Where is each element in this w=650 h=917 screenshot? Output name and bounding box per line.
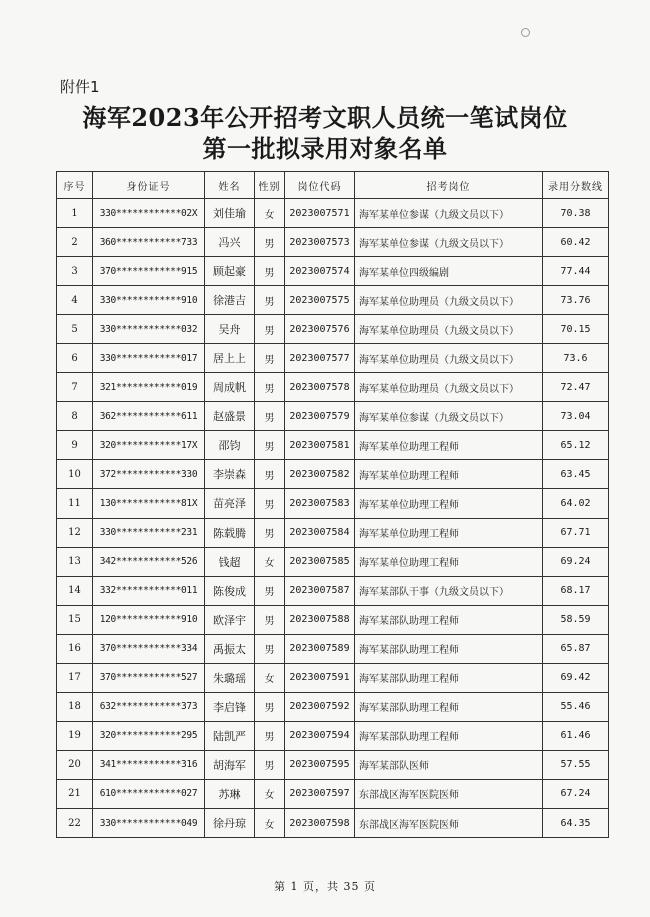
document-subtitle: 第一批拟录用对象名单 — [202, 134, 448, 163]
cell-name: 李启锋 — [205, 692, 255, 721]
table-row — [57, 489, 609, 518]
cell-code: 2023007576 — [285, 315, 355, 344]
cell-post: 东部战区海军医院医师 — [355, 779, 543, 808]
cell-id: 330************231 — [93, 518, 205, 547]
cell-gender: 男 — [255, 518, 285, 547]
table-row — [57, 402, 609, 431]
cell-score: 65.87 — [543, 634, 609, 663]
cell-number: 7 — [57, 373, 93, 402]
cell-gender: 男 — [255, 228, 285, 257]
cell-id: 342************526 — [93, 547, 205, 576]
cell-post: 海军某单位四级编剧 — [355, 257, 543, 286]
cell-gender: 男 — [255, 402, 285, 431]
cell-code: 2023007575 — [285, 286, 355, 315]
cell-gender: 男 — [255, 605, 285, 634]
cell-number: 2 — [57, 228, 93, 257]
cell-code: 2023007595 — [285, 750, 355, 779]
col-header-id: 身份证号 — [93, 172, 205, 199]
cell-post: 海军某单位助理工程师 — [355, 460, 543, 489]
cell-number: 5 — [57, 315, 93, 344]
cell-number: 13 — [57, 547, 93, 576]
cell-code: 2023007581 — [285, 431, 355, 460]
cell-name: 邵钧 — [205, 431, 255, 460]
table-row — [57, 518, 609, 547]
cell-gender: 男 — [255, 634, 285, 663]
cell-id: 372************330 — [93, 460, 205, 489]
cell-code: 2023007571 — [285, 199, 355, 228]
cell-code: 2023007589 — [285, 634, 355, 663]
cell-number: 12 — [57, 518, 93, 547]
cell-name: 吴舟 — [205, 315, 255, 344]
cell-score: 69.42 — [543, 663, 609, 692]
cell-score: 55.46 — [543, 692, 609, 721]
cell-score: 77.44 — [543, 257, 609, 286]
cell-code: 2023007579 — [285, 402, 355, 431]
table-row — [57, 634, 609, 663]
cell-id: 320************17X — [93, 431, 205, 460]
cell-code: 2023007587 — [285, 576, 355, 605]
table-row — [57, 199, 609, 228]
cell-number: 19 — [57, 721, 93, 750]
cell-number: 8 — [57, 402, 93, 431]
cell-id: 321************019 — [93, 373, 205, 402]
cell-gender: 男 — [255, 750, 285, 779]
cell-name: 钱超 — [205, 547, 255, 576]
cell-code: 2023007582 — [285, 460, 355, 489]
cell-code: 2023007577 — [285, 344, 355, 373]
cell-post: 海军某部队干事（九级文员以下） — [355, 576, 543, 605]
cell-number: 1 — [57, 199, 93, 228]
cell-score: 68.17 — [543, 576, 609, 605]
cell-id: 330************910 — [93, 286, 205, 315]
cell-post: 海军某单位助理工程师 — [355, 518, 543, 547]
cell-number: 17 — [57, 663, 93, 692]
candidate-table — [56, 171, 609, 838]
cell-score: 64.02 — [543, 489, 609, 518]
cell-score: 73.6 — [543, 344, 609, 373]
cell-gender: 男 — [255, 721, 285, 750]
col-header-gender: 性别 — [255, 172, 285, 199]
table-row — [57, 228, 609, 257]
col-header-post: 招考岗位 — [355, 172, 543, 199]
cell-gender: 女 — [255, 547, 285, 576]
cell-post: 海军某单位助理员（九级文员以下） — [355, 344, 543, 373]
cell-name: 陆凯严 — [205, 721, 255, 750]
cell-id: 330************049 — [93, 808, 205, 837]
col-header-score: 录用分数线 — [543, 172, 609, 199]
col-header-name: 姓名 — [205, 172, 255, 199]
cell-post: 海军某部队助理工程师 — [355, 605, 543, 634]
cell-id: 370************334 — [93, 634, 205, 663]
cell-number: 18 — [57, 692, 93, 721]
cell-score: 69.24 — [543, 547, 609, 576]
cell-post: 海军某部队助理工程师 — [355, 663, 543, 692]
cell-post: 海军某单位参谋（九级文员以下） — [355, 199, 543, 228]
cell-number: 10 — [57, 460, 93, 489]
cell-id: 330************02X — [93, 199, 205, 228]
cell-post: 海军某部队助理工程师 — [355, 721, 543, 750]
cell-number: 11 — [57, 489, 93, 518]
cell-number: 6 — [57, 344, 93, 373]
table-row — [57, 547, 609, 576]
cell-score: 58.59 — [543, 605, 609, 634]
cell-name: 禹振太 — [205, 634, 255, 663]
cell-score: 70.38 — [543, 199, 609, 228]
cell-score: 70.15 — [543, 315, 609, 344]
cell-post: 海军某部队医师 — [355, 750, 543, 779]
cell-score: 63.45 — [543, 460, 609, 489]
table-row — [57, 721, 609, 750]
cell-code: 2023007588 — [285, 605, 355, 634]
cell-post: 海军某部队助理工程师 — [355, 634, 543, 663]
cell-gender: 男 — [255, 344, 285, 373]
cell-code: 2023007574 — [285, 257, 355, 286]
cell-gender: 男 — [255, 460, 285, 489]
cell-gender: 女 — [255, 779, 285, 808]
cell-number: 3 — [57, 257, 93, 286]
cell-gender: 男 — [255, 576, 285, 605]
cell-gender: 男 — [255, 257, 285, 286]
cell-code: 2023007597 — [285, 779, 355, 808]
cell-name: 徐丹琼 — [205, 808, 255, 837]
table-row — [57, 692, 609, 721]
cell-post: 海军某单位助理工程师 — [355, 547, 543, 576]
cell-name: 李崇森 — [205, 460, 255, 489]
cell-post: 海军某部队助理工程师 — [355, 692, 543, 721]
cell-post: 海军某单位参谋（九级文员以下） — [355, 402, 543, 431]
cell-post: 海军某单位助理员（九级文员以下） — [355, 315, 543, 344]
cell-score: 73.04 — [543, 402, 609, 431]
cell-id: 341************316 — [93, 750, 205, 779]
cell-number: 21 — [57, 779, 93, 808]
cell-id: 130************81X — [93, 489, 205, 518]
cell-score: 67.71 — [543, 518, 609, 547]
cell-code: 2023007584 — [285, 518, 355, 547]
cell-code: 2023007578 — [285, 373, 355, 402]
cell-gender: 女 — [255, 808, 285, 837]
cell-gender: 男 — [255, 489, 285, 518]
cell-id: 370************915 — [93, 257, 205, 286]
cell-number: 20 — [57, 750, 93, 779]
cell-post: 海军某单位助理员（九级文员以下） — [355, 373, 543, 402]
cell-number: 15 — [57, 605, 93, 634]
table-row — [57, 808, 609, 837]
cell-name: 刘佳瑜 — [205, 199, 255, 228]
table-row — [57, 750, 609, 779]
cell-number: 16 — [57, 634, 93, 663]
cell-id: 370************527 — [93, 663, 205, 692]
cell-code: 2023007592 — [285, 692, 355, 721]
col-header-code: 岗位代码 — [285, 172, 355, 199]
cell-score: 65.12 — [543, 431, 609, 460]
cell-name: 顾起豪 — [205, 257, 255, 286]
cell-score: 73.76 — [543, 286, 609, 315]
cell-name: 苗亮泽 — [205, 489, 255, 518]
cell-number: 9 — [57, 431, 93, 460]
corner-mark — [521, 28, 530, 37]
document-title: 海军2023年公开招考文职人员统一笔试岗位 — [82, 103, 568, 132]
table-header-row — [57, 172, 609, 199]
cell-score: 60.42 — [543, 228, 609, 257]
cell-score: 72.47 — [543, 373, 609, 402]
cell-post: 海军某单位助理工程师 — [355, 431, 543, 460]
cell-gender: 男 — [255, 431, 285, 460]
cell-gender: 男 — [255, 373, 285, 402]
cell-code: 2023007585 — [285, 547, 355, 576]
cell-score: 61.46 — [543, 721, 609, 750]
cell-id: 330************032 — [93, 315, 205, 344]
table-row — [57, 373, 609, 402]
page-footer: 第 1 页，共 35 页 — [274, 880, 376, 893]
cell-gender: 女 — [255, 199, 285, 228]
cell-name: 苏琳 — [205, 779, 255, 808]
cell-id: 362************611 — [93, 402, 205, 431]
cell-id: 360************733 — [93, 228, 205, 257]
cell-name: 周成帆 — [205, 373, 255, 402]
cell-name: 朱璐瑶 — [205, 663, 255, 692]
cell-name: 居上上 — [205, 344, 255, 373]
cell-name: 欧泽宇 — [205, 605, 255, 634]
col-header-number: 序号 — [57, 172, 93, 199]
cell-number: 14 — [57, 576, 93, 605]
table-row — [57, 431, 609, 460]
attachment-label: 附件1 — [60, 78, 100, 96]
table-row — [57, 257, 609, 286]
table-row — [57, 315, 609, 344]
table-row — [57, 286, 609, 315]
cell-score: 57.55 — [543, 750, 609, 779]
cell-code: 2023007573 — [285, 228, 355, 257]
table-row — [57, 460, 609, 489]
cell-code: 2023007594 — [285, 721, 355, 750]
cell-id: 332************011 — [93, 576, 205, 605]
cell-name: 徐港吉 — [205, 286, 255, 315]
cell-code: 2023007591 — [285, 663, 355, 692]
cell-name: 胡海军 — [205, 750, 255, 779]
cell-number: 22 — [57, 808, 93, 837]
cell-gender: 女 — [255, 663, 285, 692]
cell-post: 东部战区海军医院医师 — [355, 808, 543, 837]
cell-post: 海军某单位参谋（九级文员以下） — [355, 228, 543, 257]
cell-code: 2023007583 — [285, 489, 355, 518]
cell-gender: 男 — [255, 315, 285, 344]
cell-gender: 男 — [255, 286, 285, 315]
cell-id: 330************017 — [93, 344, 205, 373]
table-row — [57, 576, 609, 605]
cell-id: 120************910 — [93, 605, 205, 634]
cell-gender: 男 — [255, 692, 285, 721]
cell-score: 64.35 — [543, 808, 609, 837]
cell-post: 海军某单位助理员（九级文员以下） — [355, 286, 543, 315]
cell-number: 4 — [57, 286, 93, 315]
cell-name: 冯兴 — [205, 228, 255, 257]
table-row — [57, 779, 609, 808]
cell-id: 320************295 — [93, 721, 205, 750]
cell-name: 陈载腾 — [205, 518, 255, 547]
cell-post: 海军某单位助理工程师 — [355, 489, 543, 518]
table-row — [57, 344, 609, 373]
cell-score: 67.24 — [543, 779, 609, 808]
cell-id: 632************373 — [93, 692, 205, 721]
cell-code: 2023007598 — [285, 808, 355, 837]
cell-name: 陈俊成 — [205, 576, 255, 605]
table-row — [57, 663, 609, 692]
table-row — [57, 605, 609, 634]
cell-id: 610************027 — [93, 779, 205, 808]
cell-name: 赵盛景 — [205, 402, 255, 431]
